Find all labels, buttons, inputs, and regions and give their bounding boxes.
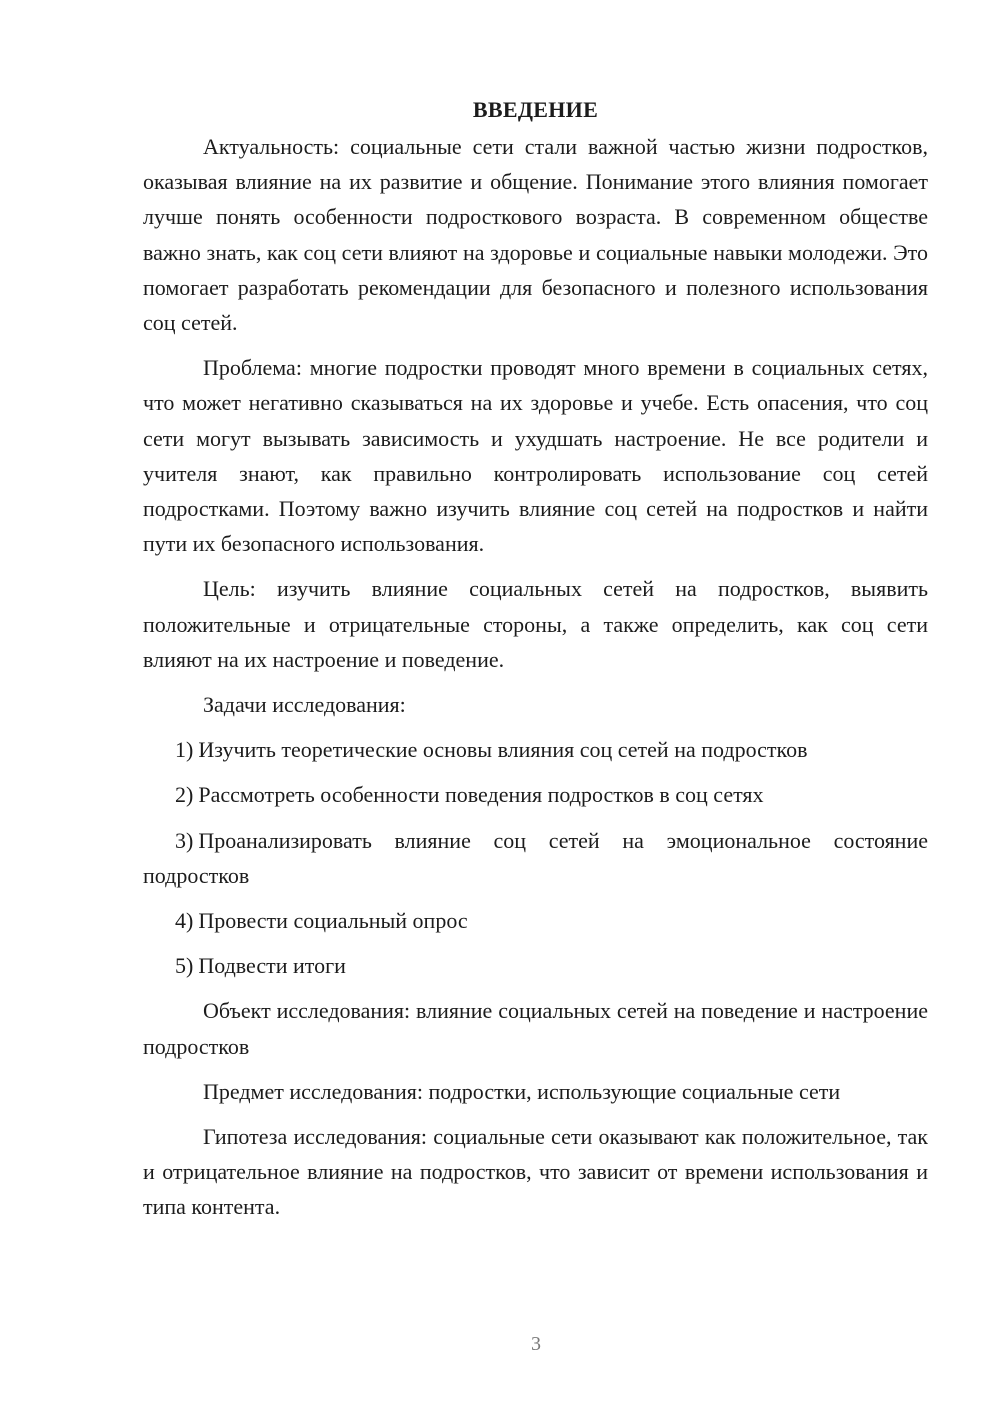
relevance-paragraph: Актуальность: социальные сети стали важной частью жизни подростков, оказывая влияние на их развитие и общение. Понимание этого влияния помогает лучше понять особенности подросткового возраста. В современном обществе важно знать, как соц сети влияют на здоровье и социальные навыки молодежи. Это помогает разработать рекомендации для безопасного и полезного использования соц сетей. xyxy=(143,134,928,336)
task-text: Подвести итоги xyxy=(198,953,346,979)
task-text: Рассмотреть особенности поведения подростков в соц сетях xyxy=(198,782,764,808)
document-page xyxy=(143,92,928,1225)
task-item-5 xyxy=(143,948,928,983)
tasks-intro: Задачи исследования: xyxy=(203,692,406,718)
goal-paragraph: Цель: изучить влияние социальных сетей на подростков, выявить положительные и отрицательные стороны, а также определить, как соц сети влияют на их настроение и поведение. xyxy=(143,576,928,672)
page-number: 3 xyxy=(531,1333,541,1355)
problem-paragraph: Проблема: многие подростки проводят много времени в социальных сетях, что может негативно сказываться на их здоровье и учебе. Есть опасения, что соц сети могут вызывать зависимость и ухудшать настроение. Не все родители и учителя знают, как правильно контролировать использование соц сетей подростками. Поэтому важно изучить влияние соц сетей на подростков и найти пути их безопасного использования. xyxy=(143,355,928,557)
task-item-2 xyxy=(143,777,928,812)
object-paragraph: Объект исследования: влияние социальных сетей на поведение и настроение подростков xyxy=(143,998,928,1059)
task-text: Провести социальный опрос xyxy=(198,908,468,934)
task-number: 5) xyxy=(175,953,194,979)
task-number: 2) xyxy=(175,782,194,808)
task-number: 3) xyxy=(175,827,194,853)
task-item-1 xyxy=(143,732,928,767)
task-item-3 xyxy=(143,823,928,893)
task-item-4 xyxy=(143,903,928,938)
task-number: 4) xyxy=(175,908,194,934)
section-heading: ВВЕДЕНИЕ xyxy=(472,97,599,122)
hypothesis-paragraph: Гипотеза исследования: социальные сети оказывают как положительное, так и отрицательное влияние на подростков, что зависит от времени использования и типа контента. xyxy=(143,1124,928,1220)
subject-paragraph: Предмет исследования: подростки, использующие социальные сети xyxy=(203,1078,841,1104)
task-text: Проанализировать влияние соц сетей на эмоциональное состояние подростков xyxy=(143,827,928,888)
task-text: Изучить теоретические основы влияния соц сетей на подростков xyxy=(198,737,808,763)
task-number: 1) xyxy=(175,737,194,763)
